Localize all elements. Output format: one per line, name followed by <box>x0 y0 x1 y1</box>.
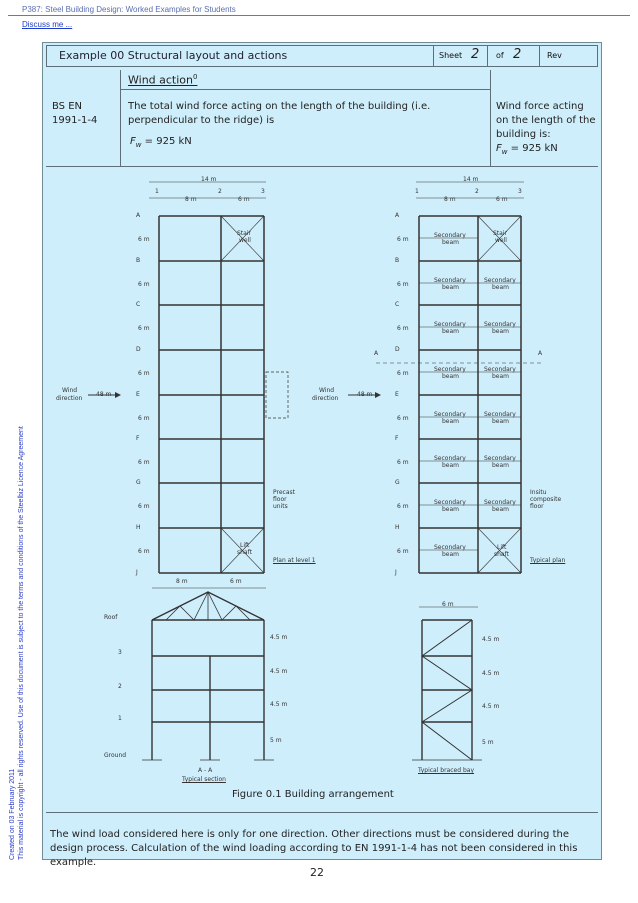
grid-row-label: G <box>395 479 400 486</box>
secondary-beam-label: beam <box>492 373 510 380</box>
grid-row-label: B <box>136 257 141 264</box>
braced-bay-width-label: 6 m <box>442 601 454 608</box>
bay-height-label: 6 m <box>397 281 409 288</box>
grid-row-label: H <box>395 524 400 531</box>
secondary-beam-label: Secondary <box>484 499 516 506</box>
bay-height-label: 6 m <box>397 503 409 510</box>
secondary-beam-label: Secondary <box>434 499 466 506</box>
bay-height-label: 6 m <box>397 236 409 243</box>
reference-line: BS EN <box>52 101 83 112</box>
formula-symbol: F <box>130 136 136 147</box>
secondary-beam-label: Secondary <box>434 232 466 239</box>
section-bay1-label: 8 m <box>176 578 188 585</box>
secondary-beam-label: Secondary <box>434 366 466 373</box>
storey-height-label: 4.5 m <box>482 703 500 710</box>
wind-label: direction <box>56 395 83 402</box>
bay-height-label: 6 m <box>138 548 150 555</box>
section-marker: A <box>374 350 379 357</box>
section-title-text: Wind action <box>128 73 194 87</box>
precast-label: units <box>273 503 288 510</box>
typical-braced-bay-label: Typical braced bay <box>418 767 475 774</box>
bay-height-label: 6 m <box>138 459 150 466</box>
margin-note: Wind force acting on the length of the building is: <box>496 101 596 140</box>
length-label: 48 m <box>357 391 373 398</box>
grid-col-label: 2 <box>218 188 222 195</box>
grid-row-label: C <box>136 301 141 308</box>
overall-width-label: 14 m <box>463 176 479 183</box>
grid-col-label: 3 <box>261 188 265 195</box>
secondary-beam-label: Secondary <box>484 366 516 373</box>
secondary-beam-label: beam <box>442 551 460 558</box>
typical-section-label: Typical section <box>182 776 226 783</box>
sheet-label: Sheet <box>439 51 463 60</box>
grid-row-label: J <box>136 569 138 576</box>
grid-row-label: C <box>395 301 400 308</box>
secondary-beam-label: beam <box>492 328 510 335</box>
bay1-width-label: 8 m <box>444 196 456 203</box>
example-title: Example 00 Structural layout and actions <box>59 49 288 62</box>
lift-label: Lift <box>240 542 250 549</box>
secondary-beam-label: beam <box>492 506 510 513</box>
grid-col-label: 2 <box>475 188 479 195</box>
side-note-copyright: This material is copyright - all rights reserved. Use of this document is subject to the terms and conditions of the Steelbiz Licence Agreement <box>18 426 25 860</box>
grid-row-label: A <box>136 212 141 219</box>
bay2-width-label: 6 m <box>238 196 250 203</box>
discuss-link[interactable]: Discuss me ... <box>22 20 73 29</box>
lift-label: shaft <box>494 551 509 558</box>
of-label: of <box>496 51 504 60</box>
grid-col-label: 1 <box>415 188 419 195</box>
bay-height-label: 6 m <box>397 325 409 332</box>
storey-height-label: 4.5 m <box>482 636 500 643</box>
bay1-width-label: 8 m <box>185 196 197 203</box>
bay-height-label: 6 m <box>138 325 150 332</box>
secondary-beam-label: Secondary <box>434 544 466 551</box>
grid-row-label: F <box>395 435 399 442</box>
grid-row-label: A <box>395 212 400 219</box>
section-marker: A <box>538 350 543 357</box>
ground-storey-label: 5 m <box>270 737 282 744</box>
stair-label: Stair <box>493 230 507 237</box>
precast-label: Precast <box>273 489 295 496</box>
wind-label: Wind <box>62 387 78 394</box>
secondary-beam-label: Secondary <box>434 277 466 284</box>
bay-height-label: 6 m <box>138 281 150 288</box>
bay-height-label: 6 m <box>138 415 150 422</box>
grid-row-label: F <box>136 435 140 442</box>
bay-height-label: 6 m <box>397 548 409 555</box>
bay-height-label: 6 m <box>397 370 409 377</box>
storey-height-label: 4.5 m <box>270 668 288 675</box>
margin-symbol: F <box>496 143 502 154</box>
grid-row-label: J <box>395 569 397 576</box>
note-top-rule <box>46 812 598 813</box>
level-label: 3 <box>118 649 122 656</box>
stair-label: well <box>495 237 507 244</box>
secondary-beam-label: beam <box>442 284 460 291</box>
formula-value: = 925 kN <box>141 136 192 147</box>
lift-label: Lift <box>497 544 507 551</box>
secondary-beam-label: Secondary <box>434 411 466 418</box>
bay-height-label: 6 m <box>397 459 409 466</box>
grid-col-label: 1 <box>155 188 159 195</box>
secondary-beam-label: Secondary <box>434 455 466 462</box>
page-number: 22 <box>310 866 324 879</box>
grid-row-label: G <box>136 479 141 486</box>
roof-level-label: Roof <box>104 614 118 621</box>
grid-col-label: 3 <box>518 188 522 195</box>
figure-caption: Figure 0.1 Building arrangement <box>232 789 394 800</box>
precast-label: floor <box>273 496 287 503</box>
stair-label: Stair <box>237 230 251 237</box>
secondary-beam-label: beam <box>442 373 460 380</box>
length-label: 48 m <box>96 391 112 398</box>
grid-row-label: H <box>136 524 141 531</box>
storey-height-label: 4.5 m <box>482 670 500 677</box>
margin-subscript: w <box>501 148 508 156</box>
total-sheets: 2 <box>513 47 522 62</box>
grid-row-label: E <box>136 391 140 398</box>
sheet-number: 2 <box>471 47 480 62</box>
level-label: 1 <box>118 715 122 722</box>
margin-value: = 925 kN <box>507 143 558 154</box>
wind-paragraph: The total wind force acting on the length of the building (i.e. perpendicular to the ridge) is <box>128 101 431 126</box>
bay-height-label: 6 m <box>138 236 150 243</box>
grid-row-label: B <box>395 257 400 264</box>
bay-height-label: 6 m <box>138 370 150 377</box>
section-title-superscript: 0 <box>193 73 198 81</box>
secondary-beam-label: beam <box>492 284 510 291</box>
bay2-width-label: 6 m <box>496 196 508 203</box>
stair-label: well <box>239 237 251 244</box>
secondary-beam-label: Secondary <box>484 277 516 284</box>
ground-level-label: Ground <box>104 752 127 759</box>
storey-height-label: 4.5 m <box>270 634 288 641</box>
section-a-a-label: A - A <box>198 767 213 774</box>
secondary-beam-label: beam <box>492 418 510 425</box>
secondary-beam-label: beam <box>442 418 460 425</box>
secondary-beam-label: Secondary <box>484 455 516 462</box>
secondary-beam-label: Secondary <box>484 411 516 418</box>
wind-label: direction <box>312 395 339 402</box>
grid-row-label: D <box>395 346 400 353</box>
secondary-beam-label: beam <box>492 462 510 469</box>
formula-subscript: w <box>135 141 142 149</box>
section-bay2-label: 6 m <box>230 578 242 585</box>
bottom-note: The wind load considered here is only for one direction. Other directions must be considered during the design process. Calculation of the wind loading according to EN 1991-1-4 has not been considered in this example. <box>50 829 578 868</box>
storey-height-label: 4.5 m <box>270 701 288 708</box>
side-note-date: Created on 03 February 2011 <box>9 768 16 860</box>
plan-level-1-label: Plan at level 1 <box>273 557 316 564</box>
document-header-title: P387: Steel Building Design: Worked Examples for Students <box>22 5 236 14</box>
ground-storey-label: 5 m <box>482 739 494 746</box>
secondary-beam-label: beam <box>442 239 460 246</box>
overall-width-label: 14 m <box>201 176 217 183</box>
grid-row-label: D <box>136 346 141 353</box>
secondary-beam-label: Secondary <box>434 321 466 328</box>
typical-plan-label: Typical plan <box>530 557 566 564</box>
reference-line: 1991-1-4 <box>52 115 98 126</box>
secondary-beam-label: beam <box>442 462 460 469</box>
level-label: 2 <box>118 683 122 690</box>
secondary-beam-label: beam <box>442 506 460 513</box>
bay-height-label: 6 m <box>397 415 409 422</box>
insitu-label: Insitu <box>530 489 547 496</box>
rev-label: Rev <box>547 51 562 60</box>
secondary-beam-label: beam <box>442 328 460 335</box>
lift-label: shaft <box>237 549 252 556</box>
insitu-label: composite <box>530 496 562 503</box>
wind-label: Wind <box>319 387 335 394</box>
grid-row-label: E <box>395 391 399 398</box>
secondary-beam-label: Secondary <box>484 321 516 328</box>
insitu-label: floor <box>530 503 544 510</box>
bay-height-label: 6 m <box>138 503 150 510</box>
